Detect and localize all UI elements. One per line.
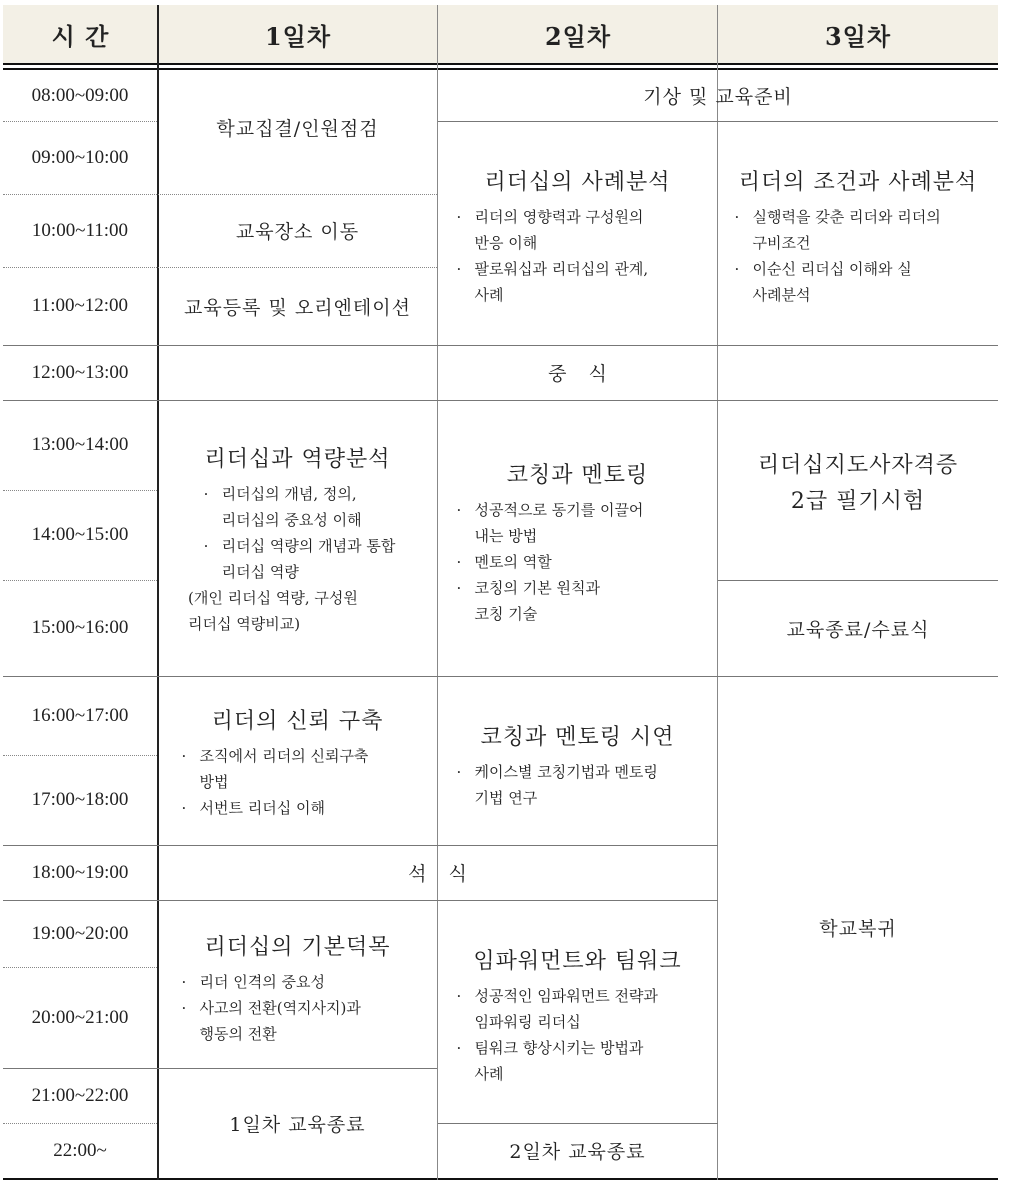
time-slot: 20:00~21:00 [31,1006,129,1028]
day1-session-virtues [158,900,437,1068]
bullet-item: · 케이스별 코칭기법과 멘토링 기법 연구 [453,759,703,811]
session-bullets [453,759,703,811]
session-bullets [453,497,703,627]
header-border [3,63,998,65]
time-slot: 19:00~20:00 [31,922,129,944]
bullet-item: · 실행력을 갖춘 리더와 리더의 구비조건 [731,204,986,256]
bullet-item: · 리더십 역량의 개념과 통합 리더십 역량 [200,533,396,585]
day3-exam: 리더십지도사자격증 2급 필기시험 [757,453,959,514]
session-title: 리더의 조건과 사례분석 [738,170,978,195]
header-time: 시 간 [3,5,158,63]
row-divider [3,580,157,581]
session-note: (개인 리더십 역량, 구성원 리더십 역량비교) [188,589,358,633]
session-title: 리더십의 사례분석 [484,170,671,195]
time-slot: 15:00~16:00 [31,617,129,638]
session-bullets [178,743,418,821]
session-bullets [731,204,986,308]
time-slot: 08:00~09:00 [31,84,129,106]
bullet-item: · 리더의 영향력과 구성원의 반응 이해 [453,204,703,256]
bullet-item: · 리더십의 개념, 정의, 리더십의 중요성 이해 [200,481,396,533]
wake-up: 기상 및 교육준비 [643,86,793,108]
bullet-item: · 사고의 전환(역지사지)과 행동의 전환 [178,995,418,1047]
session-bullets [453,983,703,1087]
bullet-item: · 팀워크 향상시키는 방법과 사례 [453,1035,703,1087]
day2-session-case-analysis [438,121,717,345]
session-title: 리더십과 역량분석 [204,447,391,472]
day3-closing: 교육종료/수료식 [786,618,930,641]
time-slot: 22:00~ [53,1139,107,1161]
header-day2: 2일차 [438,5,718,63]
time-slot: 09:00~10:00 [31,146,129,168]
bullet-item: · 리더 인격의 중요성 [178,969,418,995]
bullet-item: · 멘토의 역할 [453,549,703,575]
session-bullets [200,481,396,585]
day1-move: 교육장소 이동 [235,221,360,243]
day2-session-empowerment [438,900,717,1123]
time-slot: 14:00~15:00 [31,524,129,545]
bullet-item: · 성공적인 임파워먼트 전략과 임파워링 리더십 [453,983,703,1035]
day1-orientation: 교육등록 및 오리엔테이션 [184,296,411,319]
day1-gather: 학교집결/인원점검 [216,117,379,140]
lunch: 중 식 [548,363,608,385]
time-slot: 11:00~12:00 [31,295,129,316]
session-title: 리더십의 기본덕목 [204,935,391,960]
session-title: 코칭과 멘토링 시연 [480,725,675,750]
row-divider [3,490,157,491]
bullet-item: · 성공적으로 동기를 이끌어 내는 방법 [453,497,703,549]
day1-session-trust [158,676,437,845]
bullet-item: · 코칭의 기본 원칙과 코칭 기술 [453,575,703,627]
day2-session-coaching-demo [438,676,717,845]
session-title: 임파워먼트와 팀워크 [473,949,682,974]
bullet-item: · 서번트 리더십 이해 [178,795,418,821]
session-bullets [178,969,418,1047]
time-slot: 12:00~13:00 [31,361,129,383]
time-slot: 21:00~22:00 [31,1084,129,1106]
day3-session-conditions [718,121,998,345]
header-day3: 3일차 [718,5,998,63]
bullet-item: · 팔로워십과 리더십의 관계, 사례 [453,256,703,308]
time-slot: 17:00~18:00 [31,789,129,810]
day2-end: 2일차 교육종료 [509,1141,646,1163]
time-slot: 16:00~17:00 [31,704,129,726]
time-slot: 18:00~19:00 [31,861,129,883]
row-divider [3,121,157,122]
row-divider [3,967,157,968]
row-divider [3,1123,157,1124]
bullet-item: · 이순신 리더십 이해와 실 사례분석 [731,256,986,308]
header-day1: 1일차 [158,5,438,63]
dinner: 석 식 [408,863,468,885]
time-slot: 10:00~11:00 [31,219,129,241]
session-title: 코칭과 멘토링 [506,463,649,488]
day1-end: 1일차 교육종료 [229,1113,366,1136]
session-title: 리더의 신뢰 구축 [211,709,384,734]
session-bullets [453,204,703,308]
day2-session-coaching [438,400,717,676]
day1-session-leadership-analysis [158,400,437,676]
row-divider [3,755,157,756]
table-bottom-border [3,1178,998,1180]
time-slot: 13:00~14:00 [31,434,129,455]
bullet-item: · 조직에서 리더의 신뢰구축 방법 [178,743,418,795]
day3-return: 학교복귀 [819,917,897,940]
